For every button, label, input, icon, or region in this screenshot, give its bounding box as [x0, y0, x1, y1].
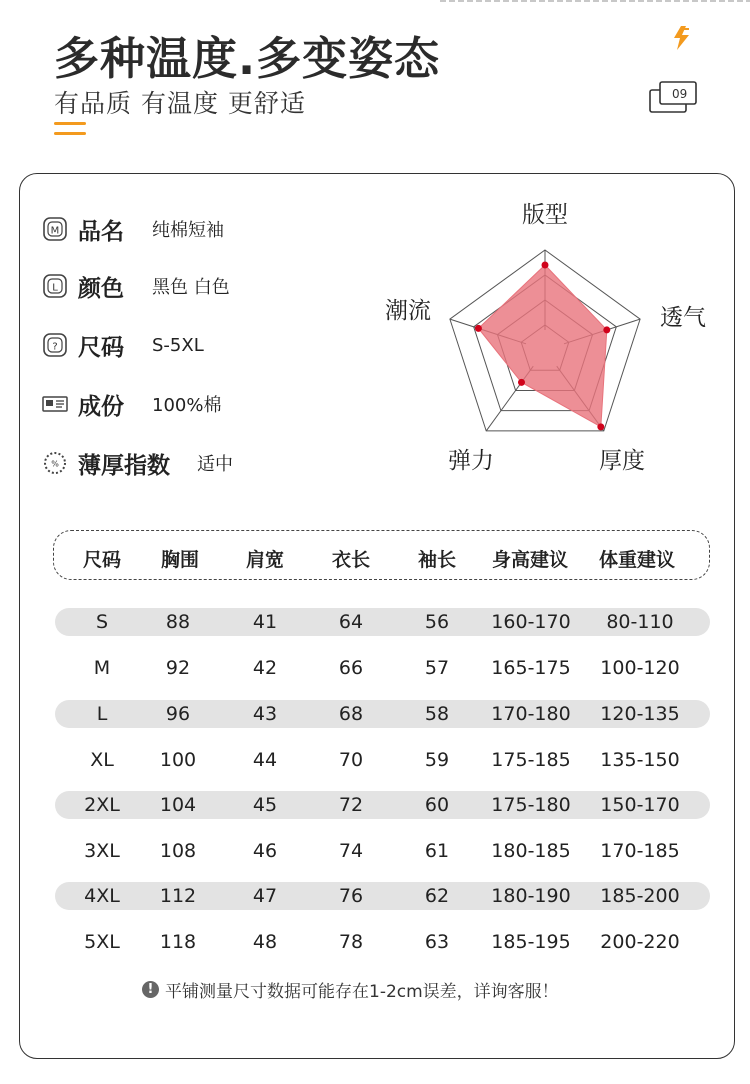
table-cell: 135-150 — [600, 749, 680, 771]
svg-text:?: ? — [52, 341, 58, 353]
measurement-note — [142, 976, 559, 1002]
note-text: 平铺测量尺寸数据可能存在1-2cm误差，详询客服！ — [165, 981, 559, 1002]
table-header-cell: 体重建议 — [598, 549, 676, 571]
svg-text:09: 09 — [672, 87, 688, 101]
table-cell: 4XL — [84, 885, 120, 907]
table-header-cell: 衣长 — [331, 549, 371, 571]
table-cell: 60 — [424, 794, 450, 816]
table-cell: 170-180 — [491, 703, 571, 725]
table-cell: 88 — [165, 611, 191, 633]
svg-text:M: M — [50, 225, 60, 237]
spec-item-size — [42, 325, 204, 365]
table-cell: 66 — [338, 657, 364, 679]
table-cell: 170-185 — [600, 840, 680, 862]
table-cell: 78 — [338, 931, 364, 953]
table-cell: 150-170 — [600, 794, 680, 816]
table-header-cell: 尺码 — [82, 549, 122, 571]
table-row — [55, 746, 710, 774]
axis-label: 潮流 — [385, 298, 431, 324]
table-cell: 48 — [252, 931, 278, 953]
table-row — [55, 928, 710, 956]
table-cell: 56 — [424, 611, 450, 633]
radar-point — [603, 326, 610, 333]
table-cell: 175-185 — [491, 749, 571, 771]
table-cell: 108 — [159, 840, 197, 862]
lightning-icon — [669, 24, 695, 52]
spec-label: 品名 — [78, 218, 124, 245]
table-cell: 62 — [424, 885, 450, 907]
spec-item-thickness — [42, 443, 233, 483]
table-cell: M — [93, 657, 111, 679]
table-cell: 185-200 — [600, 885, 680, 907]
axis-label: 厚度 — [599, 448, 645, 474]
table-row — [55, 700, 710, 728]
svg-text:L: L — [52, 282, 58, 294]
axis-label: 弹力 — [448, 448, 494, 474]
table-cell: 185-195 — [491, 931, 571, 953]
table-cell: S — [95, 611, 109, 633]
table-cell: 47 — [252, 885, 278, 907]
table-cell: 58 — [424, 703, 450, 725]
svg-text:%: % — [51, 459, 59, 469]
table-cell: 41 — [252, 611, 278, 633]
table-cell: 68 — [338, 703, 364, 725]
table-cell: 61 — [424, 840, 450, 862]
radar-chart — [360, 190, 730, 490]
axis-label: 透气 — [660, 305, 706, 331]
badge-m-icon — [42, 216, 68, 242]
accent-bar — [54, 122, 86, 125]
table-cell: 118 — [159, 931, 197, 953]
table-header-cell: 身高建议 — [491, 549, 569, 571]
spec-label: 薄厚指数 — [78, 452, 170, 479]
table-cell: 59 — [424, 749, 450, 771]
page-subtitle: 有品质 有温度 更舒适 — [54, 89, 306, 118]
table-cell: 2XL — [84, 794, 120, 816]
table-cell: 200-220 — [600, 931, 680, 953]
percent-dial-icon — [42, 450, 68, 476]
table-cell: 43 — [252, 703, 278, 725]
table-cell: L — [96, 703, 108, 725]
table-cell: 96 — [165, 703, 191, 725]
table-header-cell: 肩宽 — [245, 549, 285, 571]
spec-item-color — [42, 266, 230, 306]
spec-value: S-5XL — [152, 334, 204, 356]
table-cell: 120-135 — [600, 703, 680, 725]
axis-label: 版型 — [522, 202, 568, 228]
cards-icon — [648, 80, 698, 114]
radar-area — [478, 265, 606, 427]
table-cell: 42 — [252, 657, 278, 679]
spec-value: 黑色 白色 — [152, 277, 230, 298]
table-row — [55, 654, 710, 682]
spec-value: 纯棉短袖 — [152, 220, 224, 241]
top-divider — [440, 0, 750, 2]
table-cell: 100-120 — [600, 657, 680, 679]
table-cell: 80-110 — [606, 611, 674, 633]
spec-label: 尺码 — [78, 334, 124, 361]
spec-item-name — [42, 209, 224, 249]
table-cell: XL — [90, 749, 114, 771]
radar-point — [542, 262, 549, 269]
table-cell: 112 — [159, 885, 197, 907]
table-cell: 100 — [159, 749, 197, 771]
table-cell: 104 — [159, 794, 197, 816]
table-cell: 70 — [338, 749, 364, 771]
radar-point — [518, 379, 525, 386]
table-cell: 160-170 — [491, 611, 571, 633]
table-cell: 180-190 — [491, 885, 571, 907]
radar-point — [475, 325, 482, 332]
spec-label: 成份 — [78, 393, 124, 420]
table-cell: 180-185 — [491, 840, 571, 862]
spec-value: 100%棉 — [152, 395, 222, 416]
table-cell: 74 — [338, 840, 364, 862]
table-cell: 64 — [338, 611, 364, 633]
spec-value: 适中 — [197, 454, 233, 475]
table-header-cell: 袖长 — [417, 549, 457, 571]
table-cell: 165-175 — [491, 657, 571, 679]
table-cell: 76 — [338, 885, 364, 907]
table-cell: 3XL — [84, 840, 120, 862]
id-card-icon — [42, 391, 68, 417]
table-header-cell: 胸围 — [160, 549, 200, 571]
table-cell: 44 — [252, 749, 278, 771]
table-cell: 175-180 — [491, 794, 571, 816]
table-cell: 45 — [252, 794, 278, 816]
exclamation-circle-icon: ! — [142, 981, 159, 998]
table-row — [55, 608, 710, 636]
table-cell: 46 — [252, 840, 278, 862]
table-cell: 5XL — [84, 931, 120, 953]
table-row — [55, 882, 710, 910]
table-cell: 72 — [338, 794, 364, 816]
accent-bar — [54, 132, 86, 135]
table-cell: 63 — [424, 931, 450, 953]
table-cell: 92 — [165, 657, 191, 679]
spec-item-material — [42, 384, 222, 424]
table-row — [55, 791, 710, 819]
radar-point — [597, 423, 604, 430]
table-cell: 57 — [424, 657, 450, 679]
page-title: 多种温度.多变姿态 — [54, 32, 441, 85]
question-badge-icon — [42, 332, 68, 358]
table-row — [55, 837, 710, 865]
spec-label: 颜色 — [78, 275, 124, 302]
badge-l-icon — [42, 273, 68, 299]
